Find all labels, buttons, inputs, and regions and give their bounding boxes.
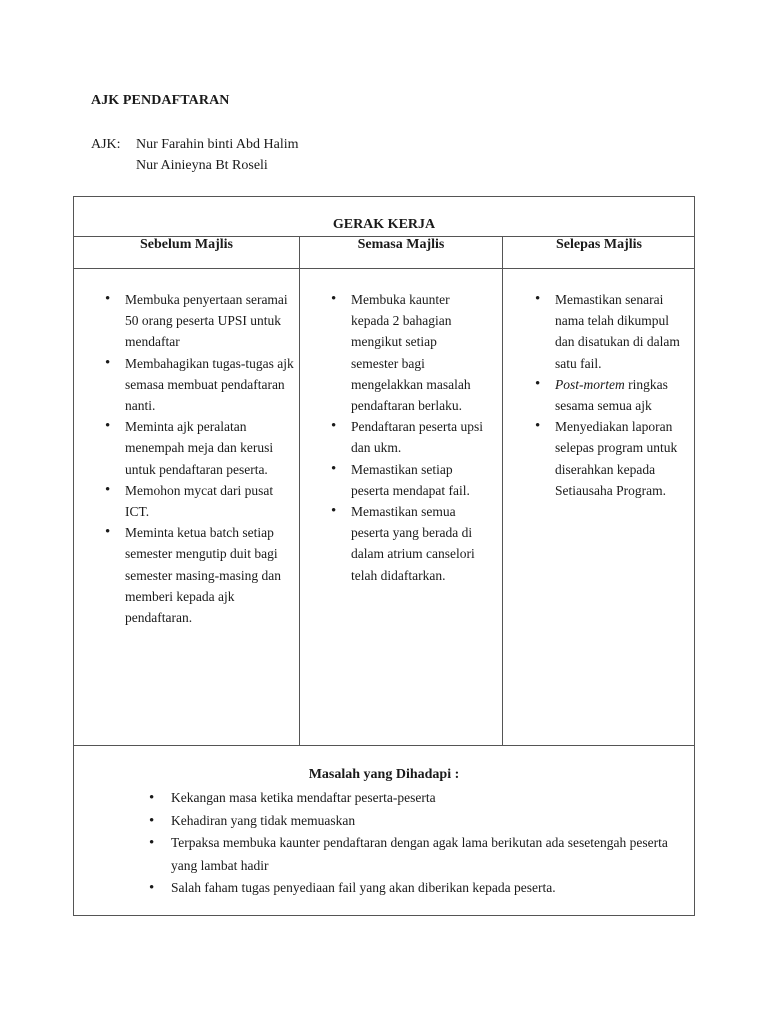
table-divider [74,268,694,269]
list-item: • Memastikan senarai nama telah dikumpul dan disatukan di dalam satu fail. [530,289,690,374]
list-item: • Memastikan setiap peserta mendapat fail. [326,459,486,501]
ajk-name: Nur Ainieyna Bt Roseli [136,158,268,173]
list-item: • Memastikan semua peserta yang berada di dalam atrium canselori telah didaftarkan. [326,501,486,586]
list-item: • Menyediakan laporan selepas program untuk diserahkan kepada Setiausaha Program. [530,416,690,501]
list-item: • Meminta ajk peralatan menempah meja dan kerusi untuk pendaftaran peserta. [100,416,296,480]
table-divider [74,745,694,746]
list-item: • Memohon mycat dari pusat ICT. [100,480,296,522]
list-item: • Pendaftaran peserta upsi dan ukm. [326,416,486,458]
ajk-names [136,134,299,176]
semasa-list [326,289,486,586]
list-item: • Terpaksa membuka kaunter pendaftaran dengan agak lama berikutan ada sesetengah peserta yang lambat hadir [146,832,692,877]
column-header-sebelum: Sebelum Majlis [140,237,233,252]
gerak-kerja-table [73,196,695,916]
column-divider [502,236,503,746]
masalah-list [146,787,692,900]
list-item-text: ringkas sesama semua ajk [555,376,668,414]
list-item [530,374,690,416]
ajk-label: AJK: [91,137,121,152]
masalah-title: Masalah yang Dihadapi : [308,767,460,782]
list-item: • Meminta ketua batch setiap semester mengutip duit bagi semester masing-masing dan memberi kepada ajk pendaftaran. [100,522,296,628]
italic-term: Post-mortem [555,376,625,392]
sebelum-list [100,289,296,628]
column-header-semasa: Semasa Majlis [357,237,445,252]
list-item: • Salah faham tugas penyediaan fail yang akan diberikan kepada peserta. [146,877,692,900]
page-title: AJK PENDAFTARAN [91,93,230,108]
list-item: • Membuka kaunter kepada 2 bahagian mengikut setiap semester bagi mengelakkan masalah pendaftaran berlaku. [326,289,486,416]
list-item: • Kehadiran yang tidak memuaskan [146,810,692,833]
selepas-list [530,289,690,501]
table-title: GERAK KERJA [332,217,436,232]
ajk-name: Nur Farahin binti Abd Halim [136,137,299,152]
list-item: • Membuka penyertaan seramai 50 orang peserta UPSI untuk mendaftar [100,289,296,353]
list-item: • Membahagikan tugas-tugas ajk semasa membuat pendaftaran nanti. [100,353,296,417]
column-header-selepas: Selepas Majlis [556,237,642,252]
list-item: • Kekangan masa ketika mendaftar peserta-peserta [146,787,692,810]
column-divider [299,236,300,746]
